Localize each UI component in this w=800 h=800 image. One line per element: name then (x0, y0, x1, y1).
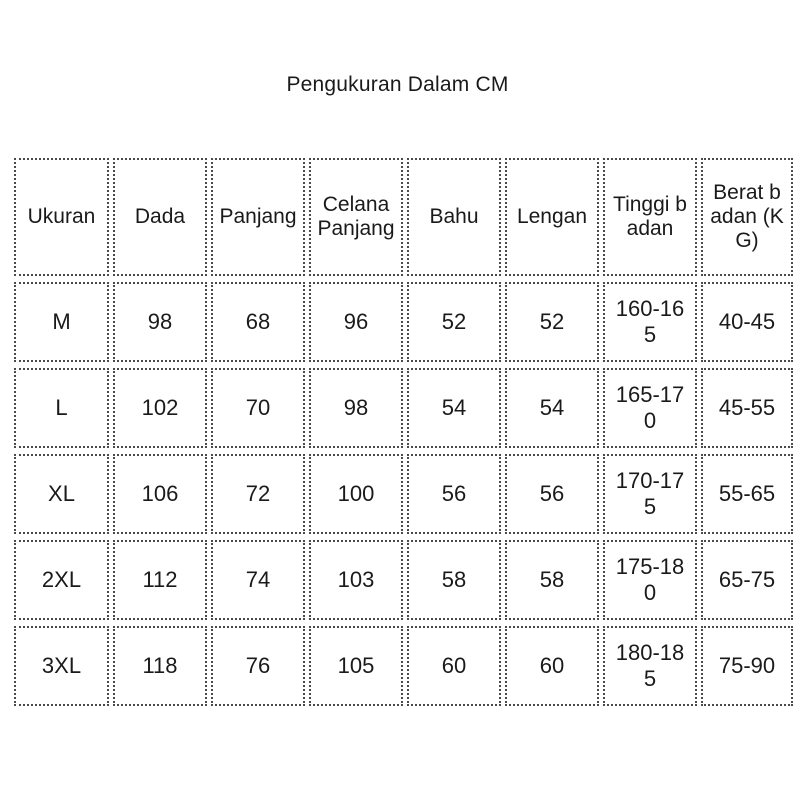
header-dada: Dada (113, 158, 207, 276)
cell-berat-badan: 55-65 (701, 454, 793, 534)
table-row (14, 626, 793, 706)
cell-lengan: 54 (505, 368, 599, 448)
cell-lengan: 58 (505, 540, 599, 620)
cell-bahu: 54 (407, 368, 501, 448)
cell-bahu: 56 (407, 454, 501, 534)
cell-berat-badan: 65-75 (701, 540, 793, 620)
cell-berat-badan: 40-45 (701, 282, 793, 362)
cell-tinggi-badan: 170-17 5 (603, 454, 697, 534)
cell-bahu: 52 (407, 282, 501, 362)
cell-lengan: 56 (505, 454, 599, 534)
cell-dada: 106 (113, 454, 207, 534)
cell-lengan: 52 (505, 282, 599, 362)
cell-panjang: 72 (211, 454, 305, 534)
cell-celana-panjang: 100 (309, 454, 403, 534)
cell-panjang: 76 (211, 626, 305, 706)
table-header-row (14, 158, 793, 276)
cell-panjang: 70 (211, 368, 305, 448)
cell-ukuran: M (14, 282, 109, 362)
cell-berat-badan: 45-55 (701, 368, 793, 448)
table-row (14, 540, 793, 620)
table-row (14, 368, 793, 448)
cell-tinggi-badan: 180-18 5 (603, 626, 697, 706)
header-lengan: Lengan (505, 158, 599, 276)
cell-dada: 102 (113, 368, 207, 448)
cell-ukuran: 2XL (14, 540, 109, 620)
cell-ukuran: L (14, 368, 109, 448)
header-berat-badan: Berat b adan (K G) (701, 158, 793, 276)
cell-ukuran: 3XL (14, 626, 109, 706)
cell-tinggi-badan: 165-17 0 (603, 368, 697, 448)
cell-bahu: 60 (407, 626, 501, 706)
cell-tinggi-badan: 160-16 5 (603, 282, 697, 362)
cell-celana-panjang: 96 (309, 282, 403, 362)
cell-panjang: 74 (211, 540, 305, 620)
size-chart-table (10, 152, 797, 712)
cell-bahu: 58 (407, 540, 501, 620)
header-celana-panjang: Celana Panjang (309, 158, 403, 276)
cell-lengan: 60 (505, 626, 599, 706)
header-panjang: Panjang (211, 158, 305, 276)
cell-celana-panjang: 105 (309, 626, 403, 706)
header-bahu: Bahu (407, 158, 501, 276)
cell-dada: 112 (113, 540, 207, 620)
cell-ukuran: XL (14, 454, 109, 534)
cell-celana-panjang: 103 (309, 540, 403, 620)
cell-celana-panjang: 98 (309, 368, 403, 448)
header-tinggi-badan: Tinggi b adan (603, 158, 697, 276)
cell-dada: 98 (113, 282, 207, 362)
cell-dada: 118 (113, 626, 207, 706)
header-ukuran: Ukuran (14, 158, 109, 276)
page-title: Pengukuran Dalam CM (286, 73, 509, 96)
table-row (14, 282, 793, 362)
cell-berat-badan: 75-90 (701, 626, 793, 706)
cell-tinggi-badan: 175-18 0 (603, 540, 697, 620)
table-row (14, 454, 793, 534)
cell-panjang: 68 (211, 282, 305, 362)
